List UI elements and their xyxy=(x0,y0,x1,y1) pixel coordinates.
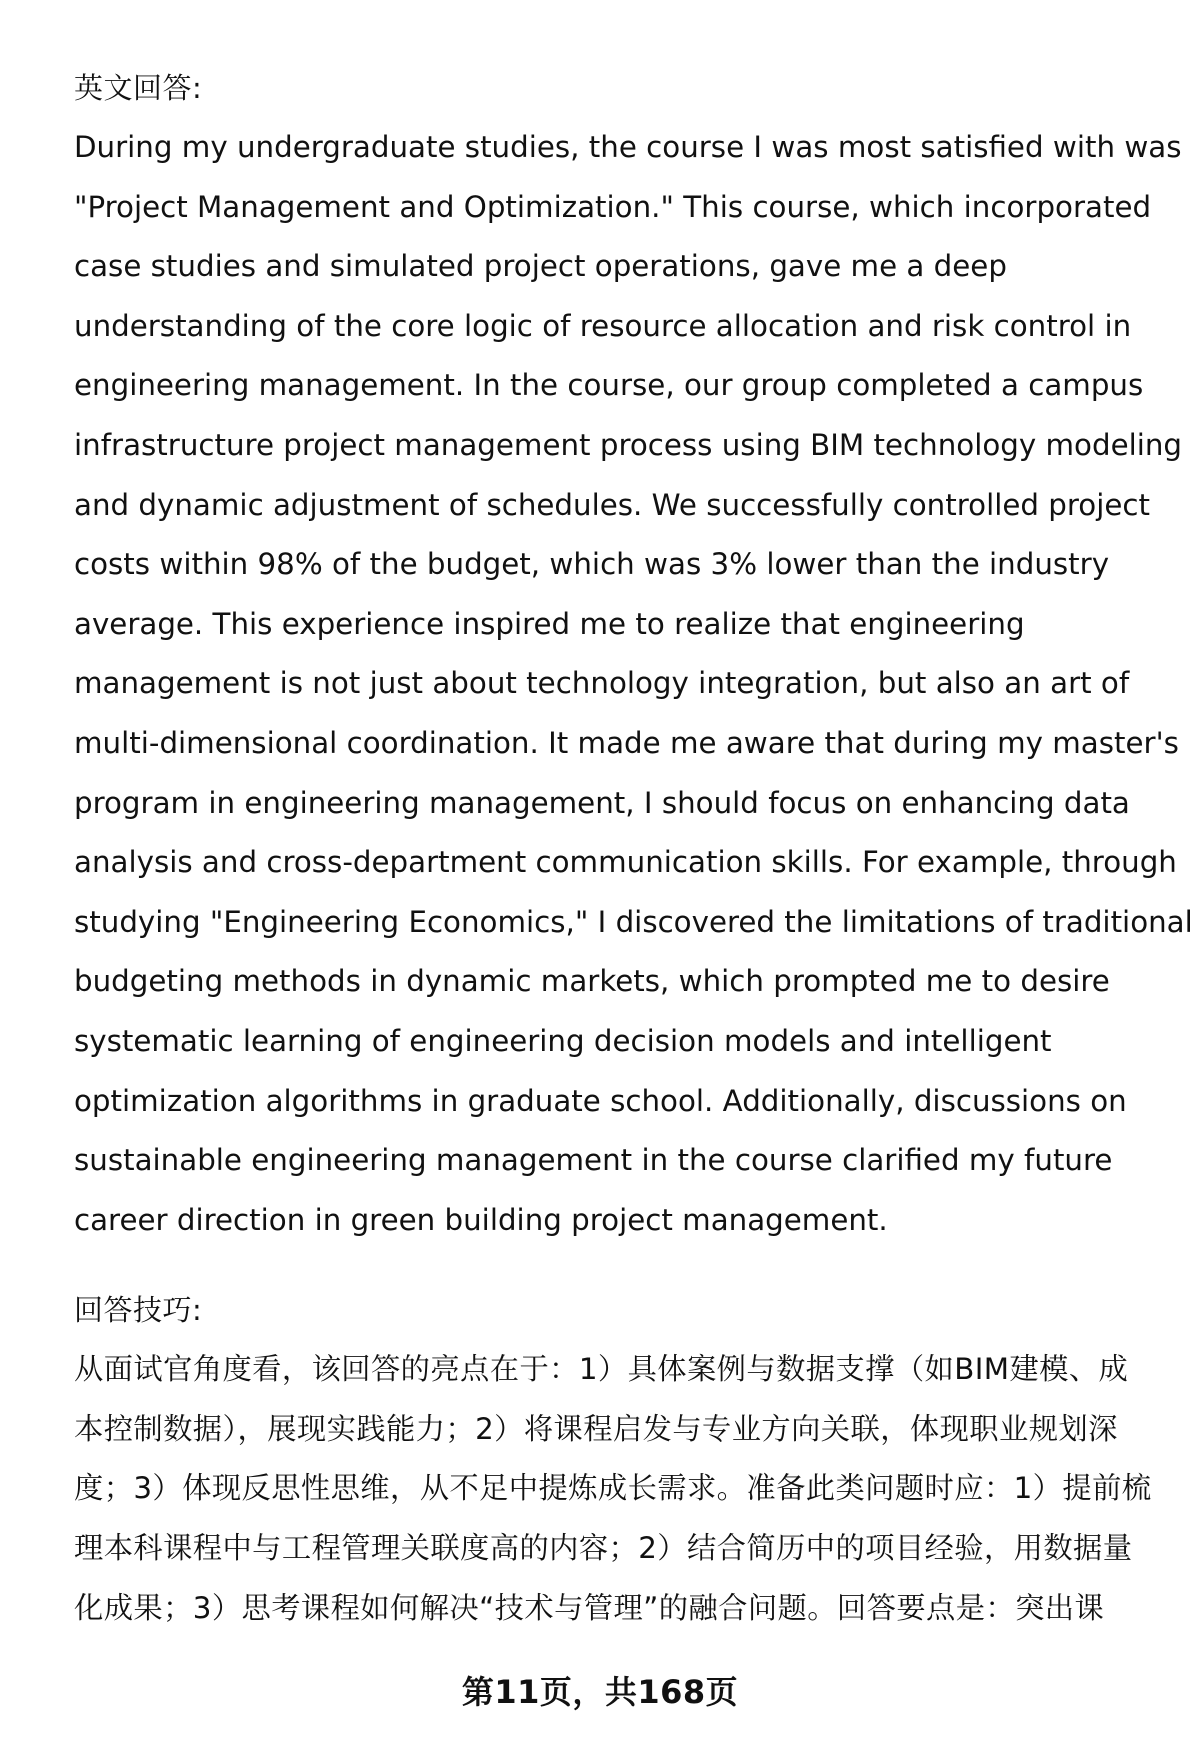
section-gap xyxy=(74,1250,1160,1280)
paragraph-line: and dynamic adjustment of schedules. We successfully controlled project xyxy=(74,487,1150,522)
answer-tips-heading: 回答技巧: xyxy=(74,1293,203,1328)
paragraph-line: 化成果；3）思考课程如何解决“技术与管理”的融合问题。回答要点是：突出课 xyxy=(74,1590,1105,1625)
paragraph-line: engineering management. In the course, our group completed a campus xyxy=(74,368,1144,403)
paragraph-line: systematic learning of engineering decision models and intelligent xyxy=(74,1023,1052,1058)
paragraph-line: program in engineering management, I should focus on enhancing data xyxy=(74,785,1130,820)
paragraph-line: "Project Management and Optimization." This course, which incorporated xyxy=(74,189,1152,224)
paragraph-line: 从面试官角度看，该回答的亮点在于：1）具体案例与数据支撑（如BIM建模、成 xyxy=(74,1352,1129,1387)
paragraph-line: costs within 98% of the budget, which was 3% lower than the industry xyxy=(74,547,1110,582)
paragraph-line: analysis and cross-department communication skills. For example, through xyxy=(74,845,1177,880)
paragraph-line: average. This experience inspired me to realize that engineering xyxy=(74,606,1025,641)
paragraph-line: 度；3）体现反思性思维，从不足中提炼成长需求。准备此类问题时应：1）提前梳 xyxy=(74,1471,1152,1506)
paragraph-line: optimization algorithms in graduate school. Additionally, discussions on xyxy=(74,1083,1127,1118)
page-number-footer: 第11页，共168页 xyxy=(461,1673,739,1711)
paragraph-line: management is not just about technology integration, but also an art of xyxy=(74,666,1130,701)
paragraph-line: studying "Engineering Economics," I discovered the limitations of traditional xyxy=(74,904,1193,939)
paragraph-line: During my undergraduate studies, the course I was most satisfied with was xyxy=(74,130,1182,164)
english-answer-heading: 英文回答: xyxy=(74,71,203,105)
paragraph-line: 本控制数据），展现实践能力；2）将课程启发与专业方向关联，体现职业规划深 xyxy=(74,1411,1118,1446)
page-content xyxy=(74,58,1193,1638)
paragraph-line: understanding of the core logic of resource allocation and risk control in xyxy=(74,308,1132,343)
paragraph-line: 理本科课程中与工程管理关联度高的内容；2）结合简历中的项目经验，用数据量 xyxy=(74,1531,1133,1566)
paragraph-line: budgeting methods in dynamic markets, which prompted me to desire xyxy=(74,964,1110,999)
paragraph-line: sustainable engineering management in the course clarified my future xyxy=(74,1143,1113,1178)
answer-tips-paragraph xyxy=(74,1340,1160,1638)
english-answer-paragraph xyxy=(74,118,1193,1250)
paragraph-line: case studies and simulated project operations, gave me a deep xyxy=(74,249,1007,284)
paragraph-line: infrastructure project management process using BIM technology modeling xyxy=(74,427,1183,462)
paragraph-line: multi-dimensional coordination. It made me aware that during my master's xyxy=(74,725,1179,760)
paragraph-line: career direction in green building project management. xyxy=(74,1202,888,1237)
